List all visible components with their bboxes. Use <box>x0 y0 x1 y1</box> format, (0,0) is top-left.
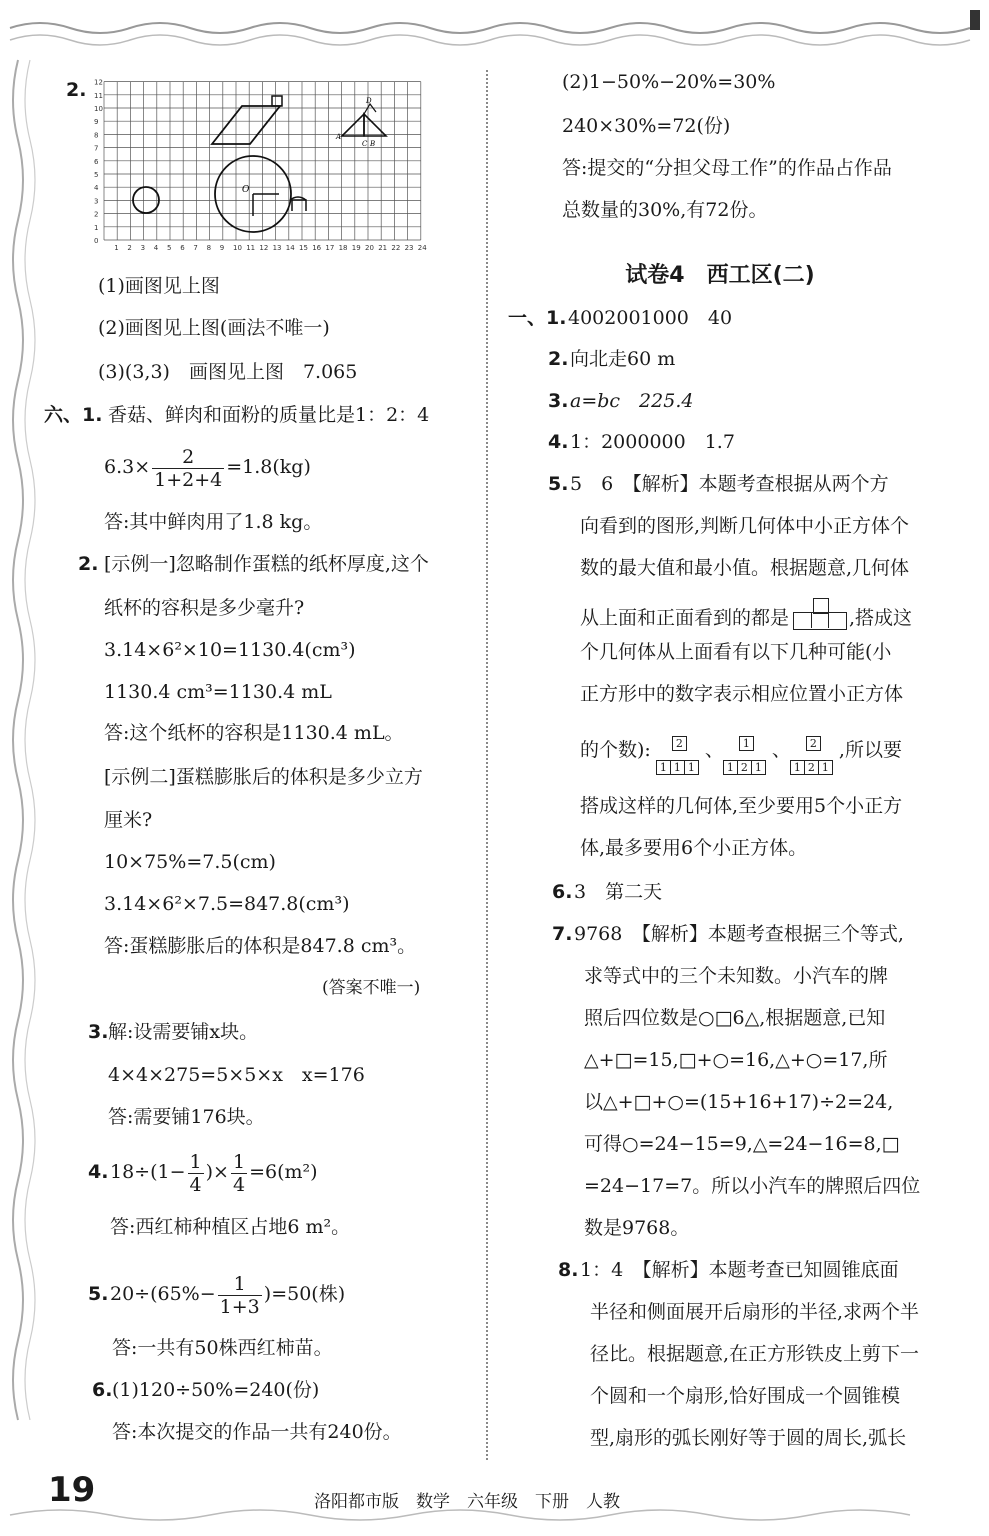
question-number: 2. <box>78 553 99 575</box>
y-tick-label: 10 <box>94 105 103 113</box>
x-tick-label: 12 <box>259 244 269 252</box>
x-tick-label: 15 <box>299 244 308 252</box>
x-tick-label: 19 <box>351 244 361 252</box>
a7-line: 照后四位数是○□6△,根据题意,已知 <box>584 1007 886 1029</box>
q5-answer: 答:一共有50株西红柿苗。 <box>112 1337 333 1359</box>
a5-line: 搭成这样的几何体,至少要用5个小正方 <box>580 795 903 817</box>
a8-line: 型,扇形的弧长刚好等于圆的周长,弧长 <box>590 1427 907 1449</box>
q2-part3: (3)(3,3) 画图见上图 7.065 <box>98 361 358 383</box>
a7-line: 以△+□+○=(15+16+17)÷2=24, <box>584 1091 894 1113</box>
triangle-left <box>342 114 364 136</box>
y-tick-label: 6 <box>94 157 99 166</box>
a5-line: 个几何体从上面看有以下几种可能(小 <box>580 641 892 663</box>
top-view-figure-3: 2 1 2 1 <box>791 736 839 766</box>
question-number: 4. <box>88 1161 109 1183</box>
a5-line: 的个数): 2 1 1 1 、 1 1 2 1 、 2 1 2 1 ,所以要 <box>580 737 902 774</box>
a5-line: 正方形中的数字表示相应位置小正方体 <box>580 683 904 705</box>
svg-text:B: B <box>370 140 376 148</box>
a3-text: a=bc 225.4 <box>570 390 694 412</box>
q3-line: 解:设需要铺x块。 <box>108 1021 259 1043</box>
a5-line: 向看到的图形,判断几何体中小正方体个 <box>580 515 910 537</box>
question-number: 2. <box>66 79 87 101</box>
x-tick-label: 16 <box>312 244 322 252</box>
section-six-label: 六、1. <box>44 404 103 426</box>
y-tick-label: 11 <box>94 91 103 100</box>
x-tick-label: 5 <box>167 244 172 252</box>
question-number: 2. <box>548 348 569 370</box>
q2-part1: (1)画图见上图 <box>98 275 220 297</box>
a5-line: 5 6 【解析】本题考查根据从两个方 <box>570 473 889 495</box>
a7-line: 9768 【解析】本题考查根据三个等式, <box>574 923 904 945</box>
page-number: 19 <box>48 1470 96 1510</box>
q2b-line: 3.14×6²×10=1130.4(cm³) <box>104 639 356 661</box>
question-number: 7. <box>552 923 573 945</box>
y-tick-label: 12 <box>94 78 103 87</box>
x-tick-label: 14 <box>285 244 295 252</box>
a1-text: 4002001000 40 <box>568 307 733 329</box>
a8-line: 径比。根据题意,在正方形铁皮上剪下一 <box>590 1343 920 1365</box>
a5-line: 体,最多要用6个小正方体。 <box>580 837 808 859</box>
small-circle <box>133 187 159 213</box>
x-tick-label: 18 <box>338 244 348 252</box>
parallelogram <box>212 106 280 144</box>
answer-note: (答案不唯一) <box>322 978 421 998</box>
r-line: (2)1−50%−20%=30% <box>562 71 776 93</box>
x-tick-label: 21 <box>378 244 388 252</box>
s6-q1-answer: 答:其中鲜肉用了1.8 kg。 <box>104 511 323 533</box>
question-number: 6. <box>552 881 573 903</box>
q2b-line: 3.14×6²×7.5=847.8(cm³) <box>104 893 350 915</box>
x-tick-label: 7 <box>193 244 198 252</box>
q2b-line: 纸杯的容积是多少毫升? <box>104 597 305 619</box>
y-tick-label: 5 <box>94 171 99 179</box>
svg-text:C: C <box>362 140 368 148</box>
top-view-figure-1: 2 1 1 1 <box>657 736 705 766</box>
y-tick-label: 1 <box>94 223 99 232</box>
a7-line: 可得○=24−15=9,△=24−16=8,□ <box>584 1133 900 1155</box>
a5-line: 数的最大值和最小值。根据题意,几何体 <box>580 557 910 579</box>
q2b-line: [示例一]忽略制作蛋糕的纸杯厚度,这个 <box>104 553 429 575</box>
r-line: 答:提交的“分担父母工作”的作品占作品 <box>562 157 892 179</box>
question-number: 3. <box>548 390 569 412</box>
r-line: 总数量的30%,有72份。 <box>562 199 768 221</box>
x-tick-label: 3 <box>140 244 146 252</box>
y-tick-label: 9 <box>94 118 99 127</box>
y-tick-label: 7 <box>94 144 99 153</box>
a8-line: 半径和侧面展开后扇形的半径,求两个半 <box>590 1301 920 1323</box>
y-tick-label: 2 <box>94 210 99 219</box>
a6-text: 3 第二天 <box>574 881 663 903</box>
question-number: 5. <box>548 473 569 495</box>
fraction: $\frac{2}{1+2+4}$ <box>154 445 223 491</box>
x-tick-label: 17 <box>325 244 335 252</box>
column-divider <box>486 70 488 1460</box>
q3-line: 4×4×275=5×5×x x=176 <box>108 1064 365 1086</box>
a8-line: 个圆和一个扇形,恰好围成一个圆锥模 <box>590 1385 901 1407</box>
view-figure <box>789 598 849 630</box>
svg-text:D: D <box>366 97 372 105</box>
question-number: 5. <box>88 1283 109 1305</box>
x-tick-label: 10 <box>233 244 242 252</box>
q4-calc: 18÷(1− $\frac{1}{4}$ )× $\frac{1}{4}$ =6(m²) <box>110 1150 318 1196</box>
q2b-line: 1130.4 cm³=1130.4 mL <box>104 681 332 703</box>
a7-line: △+□=15,□+○=16,△+○=17,所 <box>584 1049 888 1071</box>
x-tick-label: 22 <box>391 244 401 252</box>
footer-text: 洛阳都市版 数学 六年级 下册 人教 <box>314 1492 620 1512</box>
svg-text:A: A <box>336 133 342 141</box>
question-number: 一、1. <box>508 307 567 329</box>
label-o: O <box>242 185 250 195</box>
q2b-line: 10×75%=7.5(cm) <box>104 851 276 873</box>
q6-answer: 答:本次提交的作品一共有240份。 <box>112 1421 402 1443</box>
s6-q1-text: 香菇、鲜肉和面粉的质量比是1：2：4 <box>108 404 430 426</box>
a7-line: 数是9768。 <box>584 1217 690 1239</box>
triangle-right <box>364 114 386 136</box>
q2b-line: 答:这个纸杯的容积是1130.4 mL。 <box>104 722 404 744</box>
question-number: 6. <box>92 1379 113 1401</box>
q2-part2: (2)画图见上图(画法不唯一) <box>98 317 330 339</box>
top-view-figure-2: 1 1 2 1 <box>724 736 772 766</box>
y-tick-label: 0 <box>94 237 99 245</box>
y-tick-label: 3 <box>94 197 99 206</box>
x-tick-label: 4 <box>153 244 159 252</box>
x-tick-label: 13 <box>272 244 282 252</box>
a4-text: 1：2000000 1.7 <box>570 431 735 453</box>
x-tick-label: 9 <box>219 244 225 252</box>
grid-figure <box>94 76 434 256</box>
coordinate-grid <box>94 76 434 256</box>
x-tick-label: 24 <box>417 244 427 252</box>
x-tick-label: 2 <box>127 244 132 252</box>
q6-line: (1)120÷50%=240(份) <box>112 1379 320 1401</box>
a8-line: 1：4 【解析】本题考查已知圆锥底面 <box>580 1259 899 1281</box>
section-title: 试卷4 西工区(二) <box>625 263 815 288</box>
a7-line: 求等式中的三个未知数。小汽车的牌 <box>584 965 889 987</box>
x-tick-label: 6 <box>180 244 185 252</box>
x-tick-label: 20 <box>365 244 374 252</box>
question-number: 4. <box>548 431 569 453</box>
x-tick-label: 23 <box>404 244 414 252</box>
y-tick-label: 8 <box>94 131 99 140</box>
r-line: 240×30%=72(份) <box>562 115 731 137</box>
q2b-line: 答:蛋糕膨胀后的体积是847.8 cm³。 <box>104 935 417 957</box>
question-number: 3. <box>88 1021 109 1043</box>
q2b-line: [示例二]蛋糕膨胀后的体积是多少立方 <box>104 766 423 788</box>
q4-answer: 答:西红柿种植区占地6 m²。 <box>110 1216 351 1238</box>
q2b-line: 厘米? <box>104 809 153 831</box>
q5-calc: 20÷(65%− $\frac{1}{1+3}$ )=50(株) <box>110 1272 346 1318</box>
y-tick-label: 4 <box>94 184 99 193</box>
s6-q1-calc: 6.3× $\frac{2}{1+2+4}$ =1.8(kg) <box>104 445 311 491</box>
a7-line: =24−17=7。所以小汽车的牌照后四位 <box>584 1175 921 1197</box>
question-number: 8. <box>558 1259 579 1281</box>
x-tick-label: 1 <box>114 244 119 252</box>
a5-line: 从上面和正面看到的都是 ,搭成这 <box>580 598 912 630</box>
x-tick-label: 11 <box>246 244 256 252</box>
a2-text: 向北走60 m <box>570 348 676 370</box>
q3-line: 答:需要铺176块。 <box>108 1106 265 1128</box>
x-tick-label: 8 <box>206 244 212 252</box>
